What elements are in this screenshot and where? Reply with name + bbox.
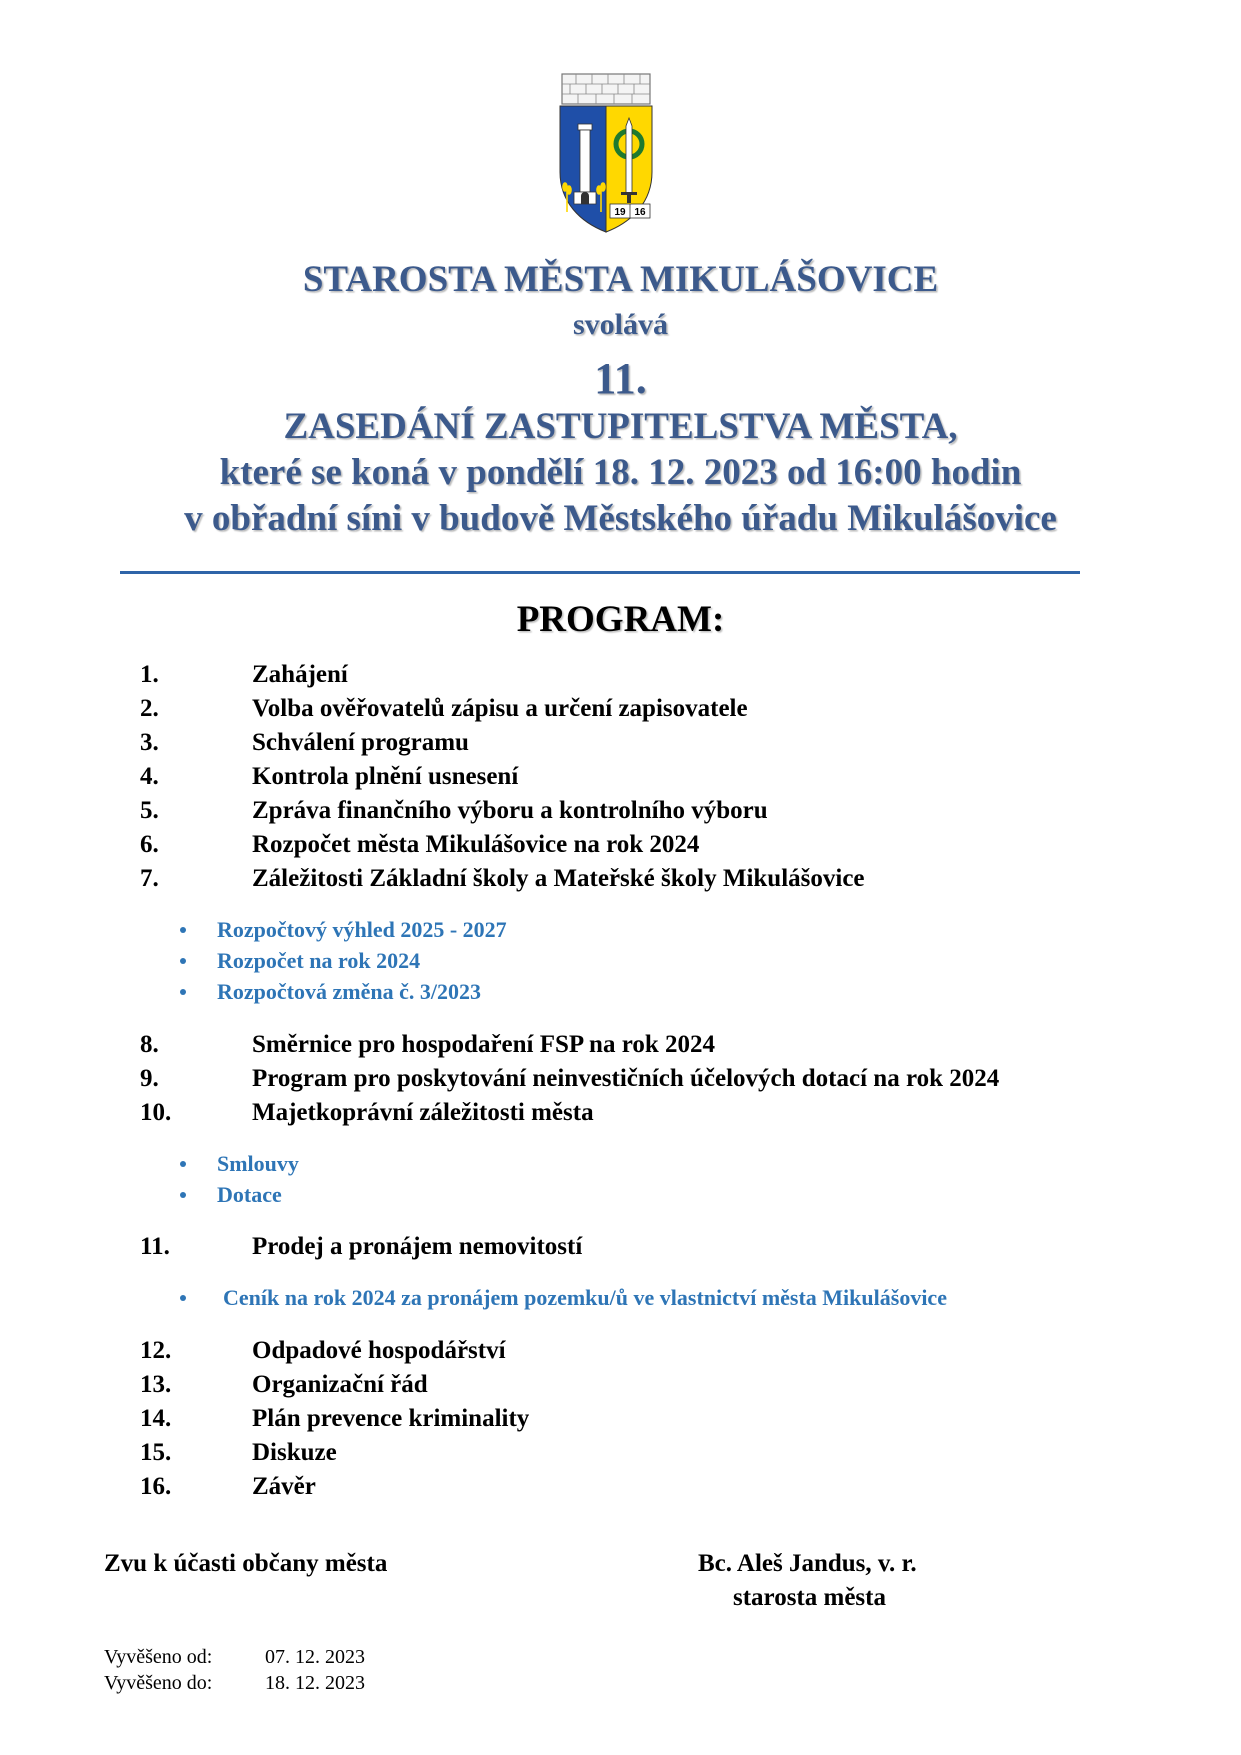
bullet-icon [180, 958, 186, 964]
item-number: 14. [140, 1405, 172, 1432]
item-text: Zahájení [252, 661, 348, 688]
item-number: 4. [140, 763, 159, 790]
item-number: 13. [140, 1371, 172, 1398]
item-number: 5. [140, 797, 159, 824]
signer-role: starosta města [733, 1584, 886, 1611]
crest-year-right: 16 [634, 207, 646, 218]
bullet-icon [180, 1295, 186, 1301]
item-text: Majetkoprávní záležitosti města [252, 1099, 594, 1126]
item-text: Program pro poskytování neinvestičních účelových dotací na rok 2024 [252, 1065, 1000, 1092]
item-text: Kontrola plnění usnesení [252, 763, 519, 790]
program-title: PROGRAM: [516, 599, 725, 640]
item-number: 11. [140, 1233, 170, 1260]
header-session-title: ZASEDÁNÍ ZASTUPITELSTVA MĚSTA, [283, 406, 958, 447]
item-text: Organizační řád [252, 1371, 428, 1398]
item-text: Rozpočet města Mikulášovice na rok 2024 [252, 831, 700, 858]
item-text: Volba ověřovatelů zápisu a určení zapisovatele [252, 695, 748, 722]
header-date-time: které se koná v pondělí 18. 12. 2023 od 16:00 hodin [219, 452, 1022, 493]
header-session-number: 11. [594, 354, 647, 403]
sub-item-text: Rozpočtová změna č. 3/2023 [217, 979, 481, 1004]
sub-item-text: Dotace [217, 1182, 282, 1207]
item-number: 12. [140, 1337, 172, 1364]
item-number: 2. [140, 695, 159, 722]
item-number: 9. [140, 1065, 159, 1092]
item-number: 3. [140, 729, 159, 756]
sub-item-text: Rozpočtový výhled 2025 - 2027 [217, 917, 507, 942]
item-text: Směrnice pro hospodaření FSP na rok 2024 [252, 1031, 716, 1058]
bullet-icon [180, 1192, 186, 1198]
header-title: STAROSTA MĚSTA MIKULÁŠOVICE [302, 259, 939, 300]
item-text: Plán prevence kriminality [252, 1405, 530, 1432]
item-number: 16. [140, 1473, 172, 1500]
item-text: Odpadové hospodářství [252, 1337, 506, 1364]
item-text: Schválení programu [252, 729, 469, 756]
item-number: 10. [140, 1099, 172, 1126]
bullet-icon [180, 927, 186, 933]
sub-item-text: Ceník na rok 2024 za pronájem pozemku/ů ve vlastnictví města Mikulášovice [223, 1285, 947, 1310]
sub-item-text: Rozpočet na rok 2024 [217, 948, 421, 973]
posted-from-label: Vyvěšeno od: [104, 1646, 213, 1668]
item-number: 6. [140, 831, 159, 858]
crest-year-left: 19 [614, 207, 626, 218]
header-convenes: svolává [572, 308, 668, 341]
item-text: Záležitosti Základní školy a Mateřské školy Mikulášovice [252, 865, 865, 892]
posted-from-value: 07. 12. 2023 [265, 1646, 365, 1668]
item-number: 1. [140, 661, 159, 688]
header-venue: v obřadní síni v budově Městského úřadu Mikulášovice [184, 498, 1057, 539]
item-number: 15. [140, 1439, 172, 1466]
bullet-icon [180, 989, 186, 995]
town-crest-emblem [556, 72, 656, 236]
posted-to-value: 18. 12. 2023 [265, 1672, 365, 1694]
item-text: Diskuze [252, 1439, 337, 1466]
item-text: Zpráva finančního výboru a kontrolního výboru [252, 797, 768, 824]
invitation-text: Zvu k účasti občany města [104, 1550, 388, 1577]
posted-to-label: Vyvěšeno do: [104, 1672, 213, 1694]
header-divider [120, 571, 1080, 574]
signer-name: Bc. Aleš Jandus, v. r. [698, 1550, 917, 1577]
item-text: Závěr [252, 1473, 316, 1500]
item-text: Prodej a pronájem nemovitostí [252, 1233, 583, 1260]
item-number: 7. [140, 865, 159, 892]
bullet-icon [180, 1161, 186, 1167]
item-number: 8. [140, 1031, 159, 1058]
sub-item-text: Smlouvy [217, 1151, 299, 1176]
